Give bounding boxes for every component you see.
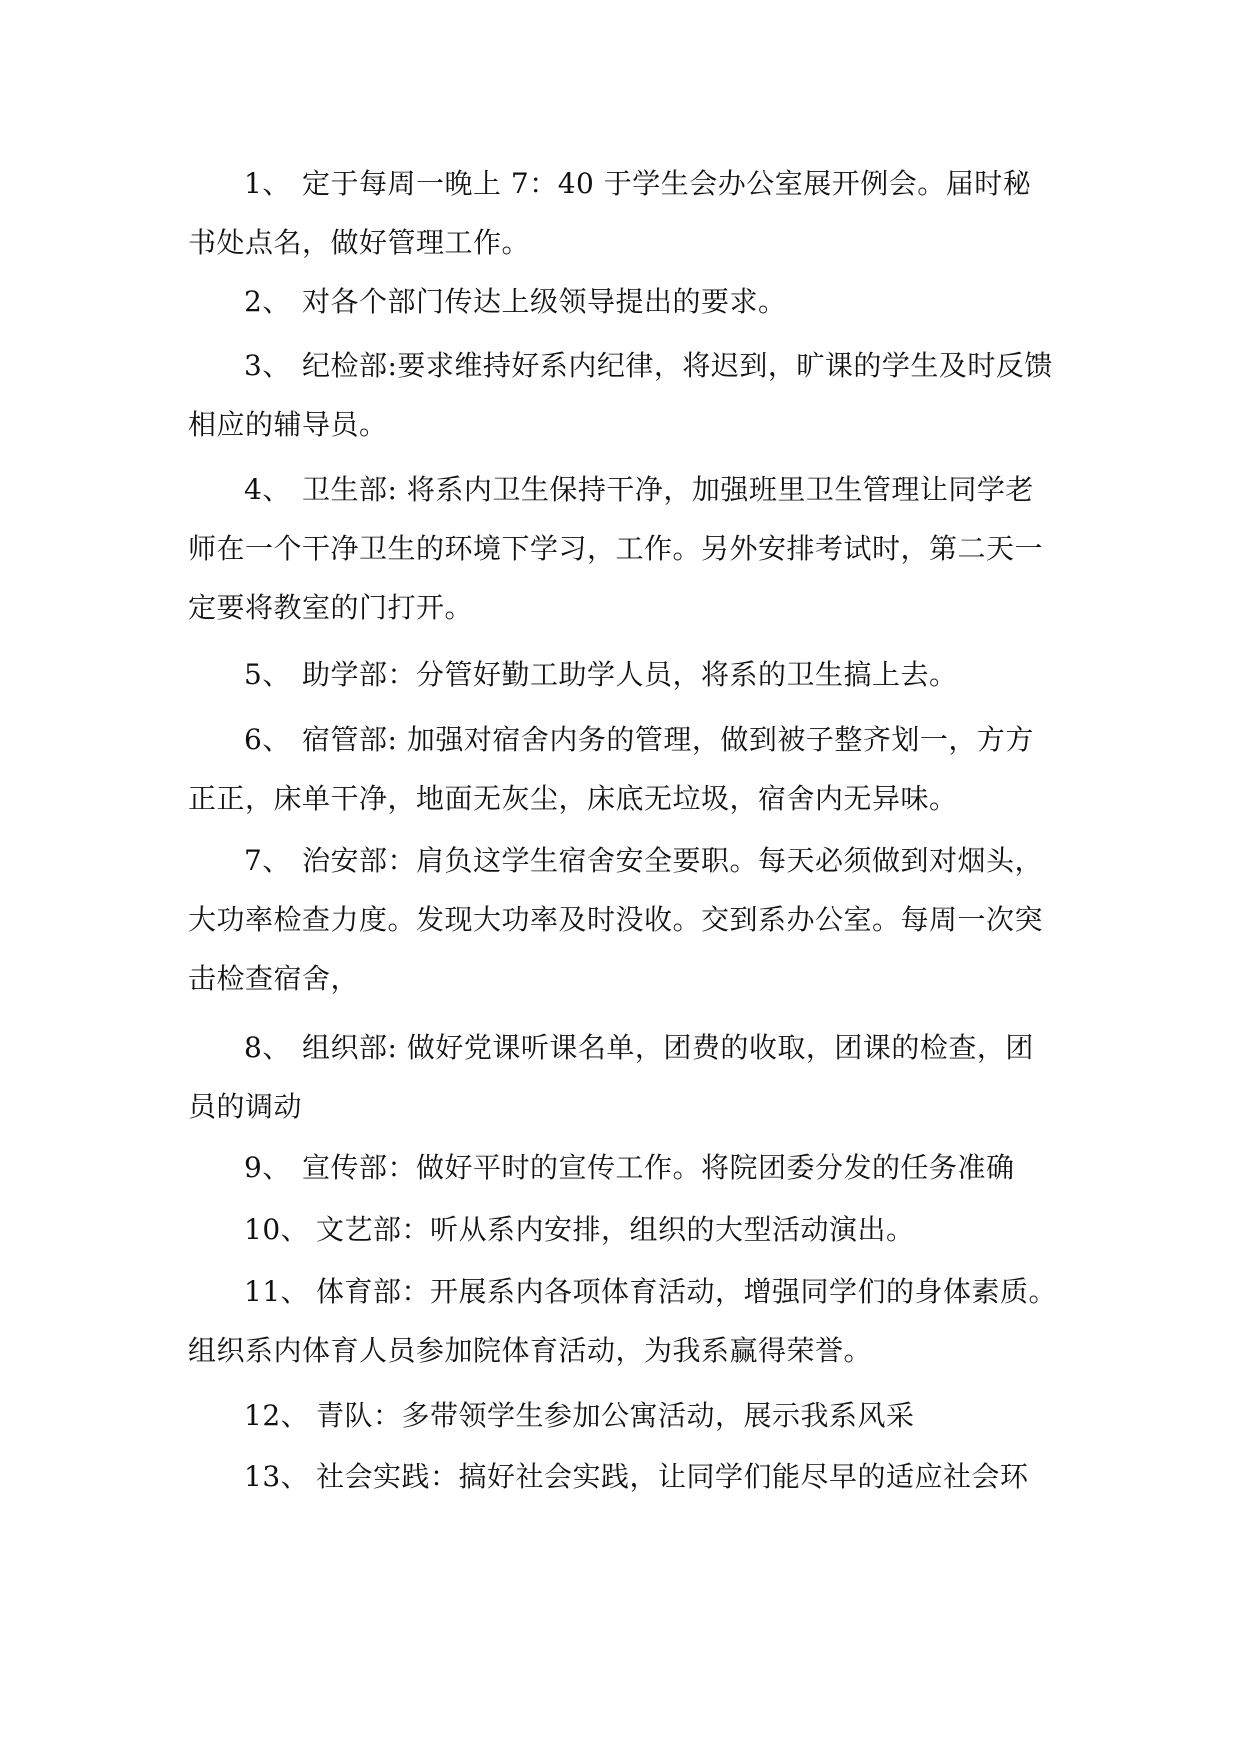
item-text: 体育部：开展系内各项体育活动，增强同学们的身体素质。组织系内体育人员参加院体育活动，为我系赢得荣誉。	[188, 1275, 1058, 1367]
item-number: 10、	[244, 1213, 310, 1246]
item-number: 3、	[244, 349, 291, 382]
item-number: 9、	[244, 1151, 291, 1184]
item-text: 宿管部: 加强对宿舍内务的管理，做到被子整齐划一，方方正正，床单干净，地面无灰尘，床底无垃圾，宿舍内无异味。	[188, 723, 1034, 815]
item-number: 1、	[244, 167, 291, 200]
item-number: 13、	[244, 1460, 310, 1493]
item-text: 治安部：肩负这学生宿舍安全要职。每天必须做到对烟头，大功率检查力度。发现大功率及时没收。交到系办公室。每周一次突击检查宿舍，	[188, 844, 1044, 995]
list-item-8	[188, 1018, 1058, 1136]
list-item-4	[188, 460, 1058, 637]
list-item-13	[188, 1447, 1058, 1506]
item-number: 11、	[244, 1275, 310, 1308]
item-text: 社会实践：搞好社会实践，让同学们能尽早的适应社会环	[316, 1460, 1029, 1493]
list-item-9	[188, 1138, 1058, 1197]
item-text: 助学部：分管好勤工助学人员，将系的卫生搞上去。	[302, 658, 958, 691]
item-text: 文艺部：听从系内安排，组织的大型活动演出。	[316, 1213, 915, 1246]
item-number: 4、	[244, 473, 291, 506]
list-item-7	[188, 831, 1058, 1008]
item-text: 定于每周一晚上 7：40 于学生会办公室展开例会。届时秘书处点名，做好管理工作。	[188, 167, 1032, 259]
list-item-5	[188, 645, 1058, 704]
list-item-11	[188, 1262, 1058, 1380]
list-item-1	[188, 154, 1058, 272]
item-text: 组织部: 做好党课听课名单，团费的收取，团课的检查，团员的调动	[188, 1031, 1034, 1123]
item-text: 对各个部门传达上级领导提出的要求。	[302, 285, 787, 318]
list-item-3	[188, 336, 1058, 454]
list-item-2	[188, 272, 1058, 331]
item-number: 6、	[244, 723, 291, 756]
item-number: 8、	[244, 1031, 291, 1064]
item-number: 5、	[244, 658, 291, 691]
item-text: 宣传部：做好平时的宣传工作。将院团委分发的任务准确	[302, 1151, 1015, 1184]
item-number: 12、	[244, 1399, 310, 1432]
list-item-6	[188, 710, 1058, 828]
item-text: 青队：多带领学生参加公寓活动，展示我系风采	[316, 1399, 915, 1432]
item-number: 2、	[244, 285, 291, 318]
item-number: 7、	[244, 844, 291, 877]
item-text: 卫生部: 将系内卫生保持干净，加强班里卫生管理让同学老师在一个干净卫生的环境下学习，工作。另外安排考试时，第二天一定要将教室的门打开。	[188, 473, 1044, 624]
list-item-10	[188, 1200, 1058, 1259]
list-item-12	[188, 1386, 1058, 1445]
item-text: 纪检部:要求维持好系内纪律，将迟到，旷课的学生及时反馈相应的辅导员。	[188, 349, 1053, 441]
